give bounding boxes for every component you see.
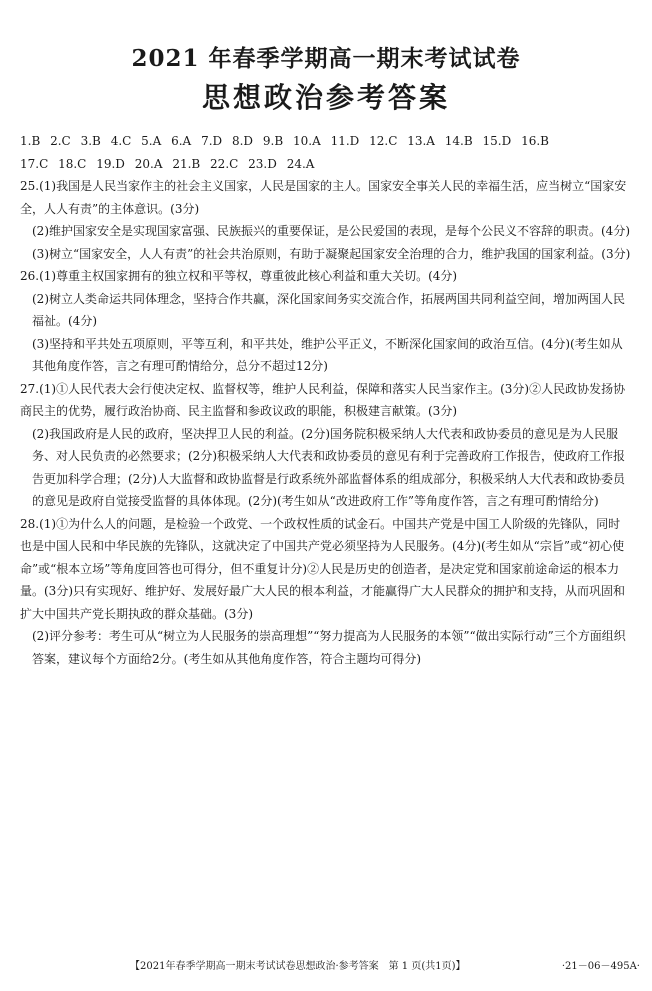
- mc-answer: 15.D: [482, 134, 512, 148]
- mc-answer: 6.A: [171, 134, 192, 148]
- mc-answer: 21.B: [172, 156, 201, 171]
- mc-answers-row-1: [20, 130, 632, 153]
- mc-answer: 16.B: [521, 134, 549, 148]
- q28-part-2: (2)评分参考：考生可从“树立为人民服务的崇高理想”“努力提高为人民服务的本领”“做出实际行动”三个方面组织答案，建议每个方面给2分。(考生如从其他角度作答，符合主题均可得分): [32, 629, 626, 666]
- q25-part-1: 25.(1)我国是人民当家作主的社会主义国家，人民是国家的主人。国家安全事关人民的幸福生活，应当树立“国家安全，人人有责”的主体意识。(3分): [20, 179, 627, 216]
- q26-part-3: (3)坚持和平共处五项原则，平等互利，和平共处，维护公平正义，不断深化国家间的政治互信。(4分)(考生如从其他角度作答，言之有理可酌情给分，总分不超过12分): [32, 336, 623, 373]
- mc-answer: 20.A: [134, 156, 163, 171]
- mc-answer: 14.B: [444, 134, 473, 148]
- mc-answer: 2.C: [50, 134, 71, 148]
- footer-doc-code: ·21－06－495A·: [561, 961, 640, 972]
- mc-answer: 8.D: [231, 134, 254, 148]
- footer-page-info: 【2021年春季学期高一期末考试试卷思想政治·参考答案 第 1 页(共1页)】: [130, 961, 466, 972]
- mc-answer: 3.B: [80, 134, 101, 148]
- mc-answer: 17.C: [20, 156, 49, 171]
- mc-answer: 4.C: [110, 134, 132, 148]
- mc-answer: 19.D: [96, 156, 125, 171]
- mc-answer: 9.B: [262, 134, 284, 148]
- q25-part-2: (2)维护国家安全是实现国家富强、民族振兴的重要保证，是公民爱国的表现，是每个公民义不容辞的职责。(4分): [32, 224, 631, 238]
- mc-answer: 11.D: [330, 134, 360, 148]
- mc-answer: 10.A: [292, 134, 321, 148]
- q26-part-2: (2)树立人类命运共同体理念，坚持合作共赢，深化国家间务实交流合作，拓展两国共同利益空间，增加两国人民福祉。(4分): [32, 291, 626, 328]
- mc-answer: 5.A: [141, 134, 162, 148]
- answer-key-title: 思想政治参考答案: [201, 81, 450, 114]
- mc-answer: 18.C: [58, 156, 87, 171]
- mc-answer: 24.A: [286, 156, 315, 171]
- mc-answer: 1.B: [20, 134, 41, 148]
- q26-part-1: 26.(1)尊重主权国家拥有的独立权和平等权，尊重彼此核心利益和重大关切。(4分): [20, 269, 458, 283]
- mc-answers-row-2: [20, 153, 632, 176]
- mc-answer: 13.A: [407, 134, 435, 148]
- q25-part-3: (3)树立“国家安全，人人有责”的社会共治原则，有助于凝聚起国家安全治理的合力，维护我国的国家利益。(3分): [32, 246, 631, 261]
- mc-answer: 12.C: [369, 134, 398, 148]
- mc-answer: 22.C: [210, 156, 239, 171]
- exam-title: 2021 年春季学期高一期末考试试卷: [131, 45, 521, 72]
- q28-part-1: 28.(1)①为什么人的问题，是检验一个政党、一个政权性质的试金石。中国共产党是中国工人阶级的先锋队，同时也是中国人民和中华民族的先锋队，这就决定了中国共产党必须坚持为人民服务。(4分)(考生如从“宗旨”或“初心使命”或“根本立场”等角度回答也可得分，但不重复计分)②人民是历史的创造者，是决定党和国家前途命运的根本力量。(3分)只有实现好、维护好、发展好最广大人民的根本利益，才能赢得广大人民群众的拥护和支持，从而巩固和扩大中国共产党长期执政的群众基础。(3分): [20, 516, 626, 621]
- mc-answer: 7.D: [201, 134, 223, 148]
- q27-part-2: (2)我国政府是人民的政府，坚决捍卫人民的利益。(2分)国务院积极采纳人大代表和政协委员的意见是为人民服务、对人民负责的必然要求；(2分)积极采纳人大代表和政协委员的意见有利于完善政府工作报告，使政府工作报告更加科学合理；(2分)人大监督和政协监督是行政系统外部监督体系的组成部分，积极采纳人大代表和政协委员的意见是政府自觉接受监督的具体体现。(2分)(考生如从“改进政府工作”等角度作答，言之有理可酌情给分): [32, 426, 626, 508]
- q27-part-1: 27.(1)①人民代表大会行使决定权、监督权等，维护人民利益，保障和落实人民当家作主。(3分)②人民政协发扬协商民主的优势，履行政治协商、民主监督和参政议政的职能，积极建言献策。(3分): [20, 381, 626, 418]
- mc-answer: 23.D: [248, 156, 277, 171]
- answer-body: [20, 130, 632, 670]
